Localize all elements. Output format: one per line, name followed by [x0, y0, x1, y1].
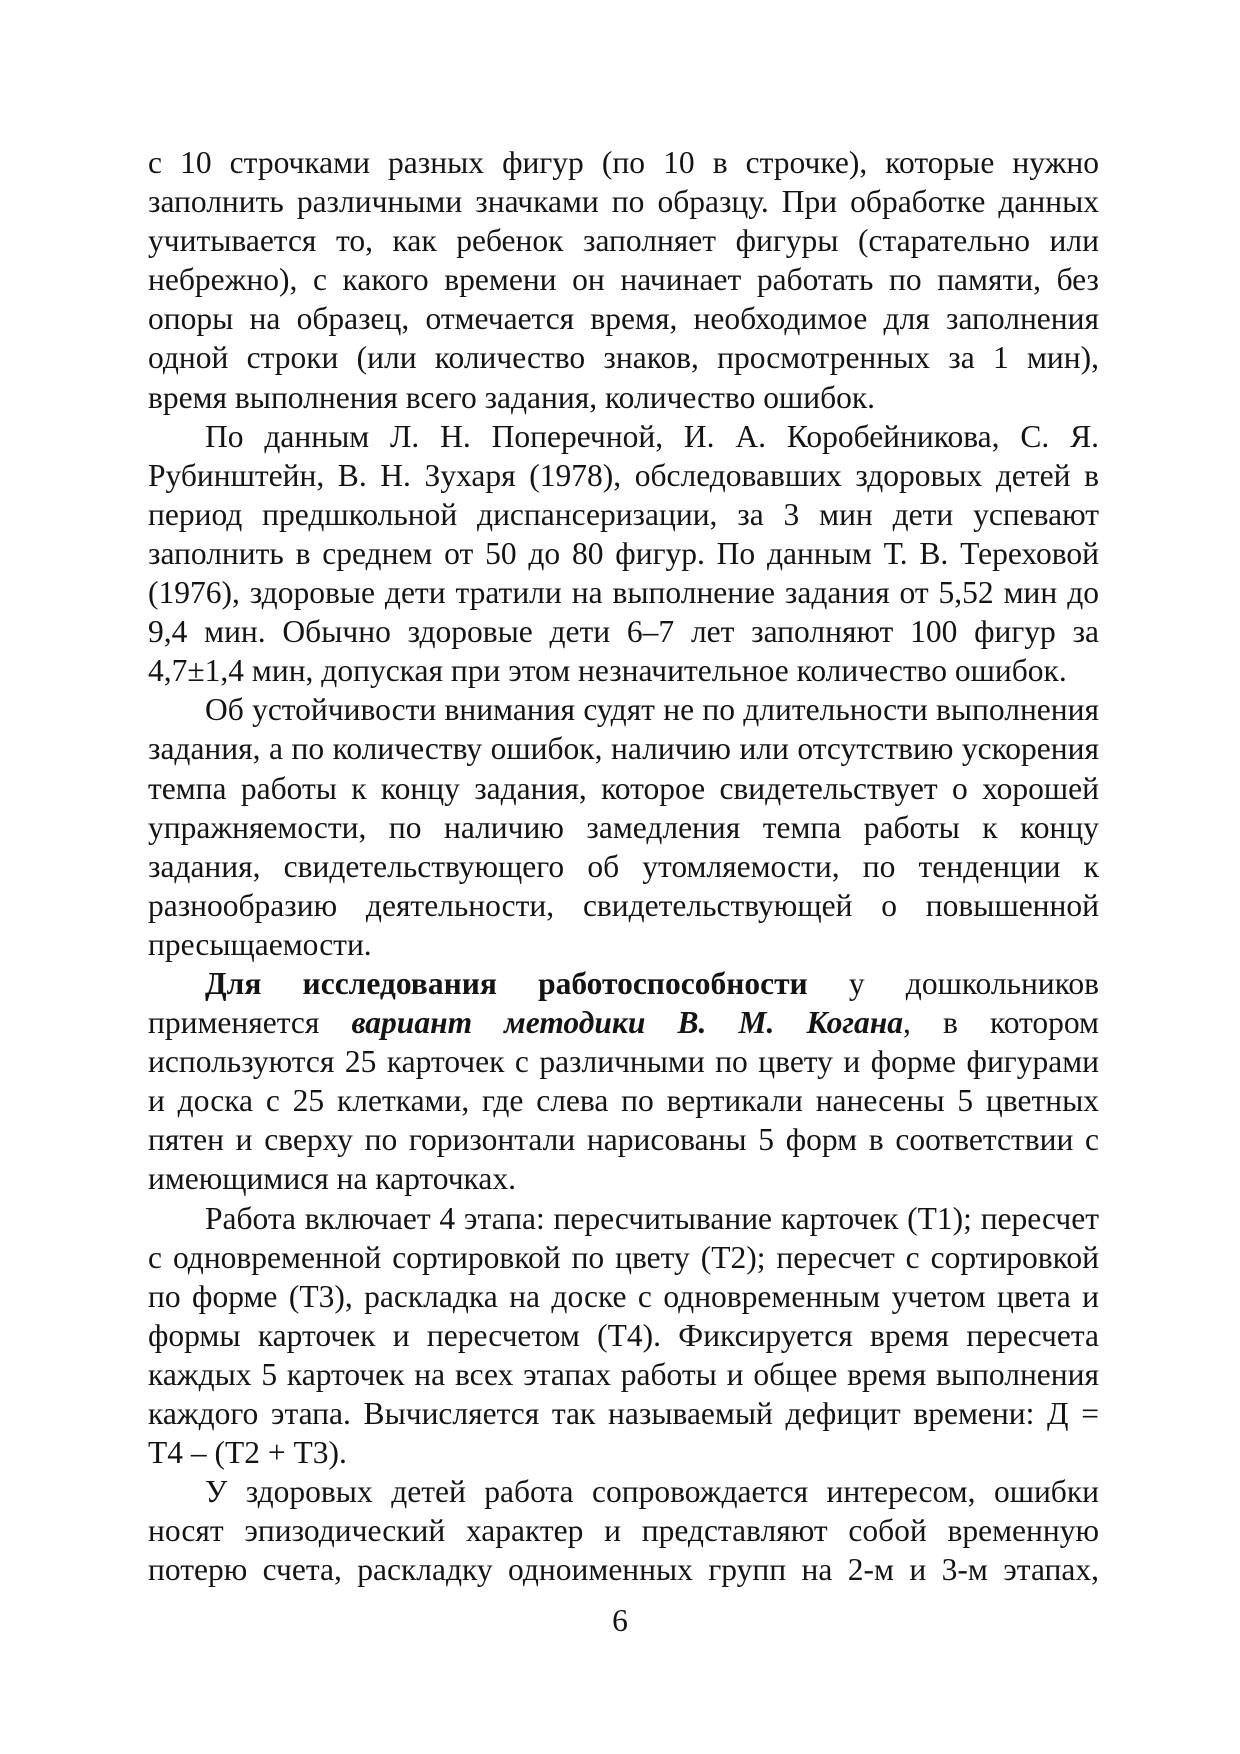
text-segment: у дошкольников применяется	[148, 965, 1099, 1041]
method-name: вариант методики В. М. Когана	[351, 1005, 904, 1041]
paragraph-work-capacity-method	[148, 964, 1099, 1199]
page-number: 6	[612, 1603, 628, 1638]
text-segment: , в котором используются 25 карточек с различными по цвету и форме фигурами и доска с 25 клетками, где слева по вертикали нанесены 5 цветных пятен и сверху по горизонтали нарисованы 5 форм в соответствии с имеющимися на карточках.	[148, 1005, 1099, 1197]
paragraph-healthy-children: У здоровых детей работа сопровождается интересом, ошибки носят эпизодический характер и представляют собой временную потерю счета, раскладку одноименных групп на 2-м и 3-м этапах,	[148, 1474, 1099, 1588]
paragraph-continued: с 10 строчками разных фигур (по 10 в строчке), которые нужно заполнить различными значками по образцу. При обработке данных учитывается то, как ребенок заполняет фигуры (старательно или небрежно), с какого времени он начинает работать по памяти, без опоры на образец, отмечается время, необходимое для заполнения одной строки (или количество знаков, просмотренных за 1 мин), время выполнения всего задания, количество ошибок.	[148, 145, 1099, 415]
paragraph-work-stages: Работа включает 4 этапа: пересчитывание карточек (Т1); пересчет с одновременной сортировкой по цвету (Т2); пересчет с сортировкой по форме (Т3), раскладка на доске с одновременным учетом цвета и формы карточек и пересчетом (Т4). Фиксируется время пересчета каждых 5 карточек на всех этапах работы и общее время выполнения каждого этапа. Вычисляется так называемый дефицит времени: Д = Т4 – (Т2 + Т3).	[148, 1200, 1099, 1471]
paragraph-attention-stability: Об устойчивости внимания судят не по длительности выполнения задания, а по количеству ошибок, наличию или отсутствию ускорения темпа работы к концу задания, которое свидетельствует о хорошей упражняемости, по наличию замедления темпа работы к концу задания, свидетельствующего об утомляемости, по тенденции к разнообразию деятельности, свидетельствующей о повышенной пресыщаемости.	[148, 692, 1099, 962]
page-body	[148, 143, 1099, 1589]
bold-term: Для исследования работоспособности	[205, 965, 808, 1001]
paragraph-attention-norms: По данным Л. Н. Поперечной, И. А. Коробейникова, С. Я. Рубинштейн, В. Н. Зухаря (1978), обследовавших здоровых детей в период предшкольной диспансеризации, за 3 мин дети успевают заполнить в среднем от 50 до 80 фигур. По данным Т. В. Тереховой (1976), здоровые дети тратили на выполнение задания от 5,52 мин до 9,4 мин. Обычно здоровые дети 6–7 лет заполняют 100 фигур за 4,7±1,4 мин, допуская при этом незначительное количество ошибок.	[148, 418, 1099, 689]
